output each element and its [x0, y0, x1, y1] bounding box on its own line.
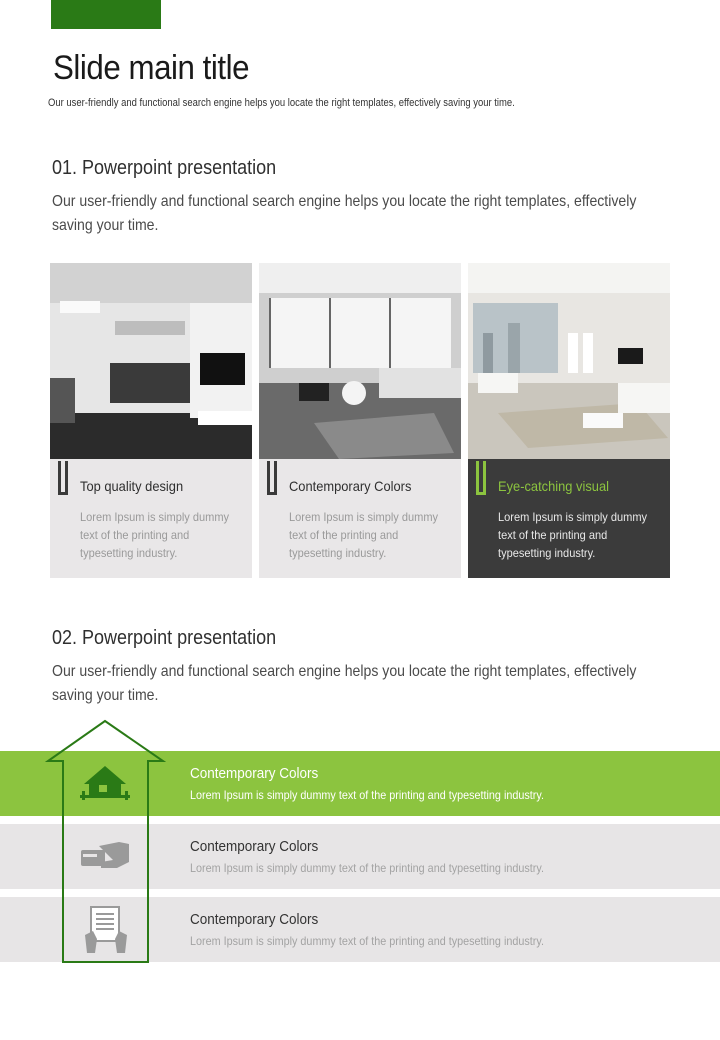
- band-title: Contemporary Colors: [190, 911, 319, 928]
- card-text: Lorem Ipsum is simply dummy text of the printing and typesetting industry.: [289, 510, 439, 560]
- top-accent-bar: [51, 0, 161, 29]
- card-text: Lorem Ipsum is simply dummy text of the printing and typesetting industry.: [498, 510, 648, 560]
- hand-card-icon: [79, 840, 131, 874]
- section2-text: Our user-friendly and functional search engine helps you locate the right templates, effectively saving your time.: [52, 663, 637, 704]
- band-title: Contemporary Colors: [190, 765, 319, 782]
- feature-card-2: [259, 263, 461, 578]
- section1-text: Our user-friendly and functional search engine helps you locate the right templates, effectively saving your time.: [52, 193, 637, 234]
- page-title: Slide main title: [53, 49, 250, 87]
- band-text: Lorem Ipsum is simply dummy text of the printing and typesetting industry.: [190, 788, 544, 802]
- card-text: Lorem Ipsum is simply dummy text of the printing and typesetting industry.: [80, 510, 230, 560]
- living-room-photo: [259, 263, 461, 459]
- band-text: Lorem Ipsum is simply dummy text of the printing and typesetting industry.: [190, 934, 544, 948]
- document-hands-icon: [85, 905, 127, 955]
- feature-card-3: [468, 263, 670, 578]
- feature-card-1: [50, 263, 252, 578]
- card-title: Eye-catching visual: [498, 478, 609, 494]
- band-text: Lorem Ipsum is simply dummy text of the printing and typesetting industry.: [190, 861, 544, 875]
- section2-heading: 02. Powerpoint presentation: [52, 627, 277, 649]
- card-title: Top quality design: [80, 478, 184, 494]
- band-title: Contemporary Colors: [190, 838, 319, 855]
- kitchen-photo: [50, 263, 252, 459]
- modern-lounge-photo: [468, 263, 670, 459]
- bracket-icon: [267, 461, 277, 495]
- bracket-icon: [58, 461, 68, 495]
- house-icon: [80, 764, 130, 802]
- page-subtitle: Our user-friendly and functional search engine helps you locate the right templates, effectively saving your time.: [48, 97, 515, 109]
- section1-heading: 01. Powerpoint presentation: [52, 157, 277, 179]
- card-title: Contemporary Colors: [289, 478, 412, 494]
- bracket-icon: [476, 461, 486, 495]
